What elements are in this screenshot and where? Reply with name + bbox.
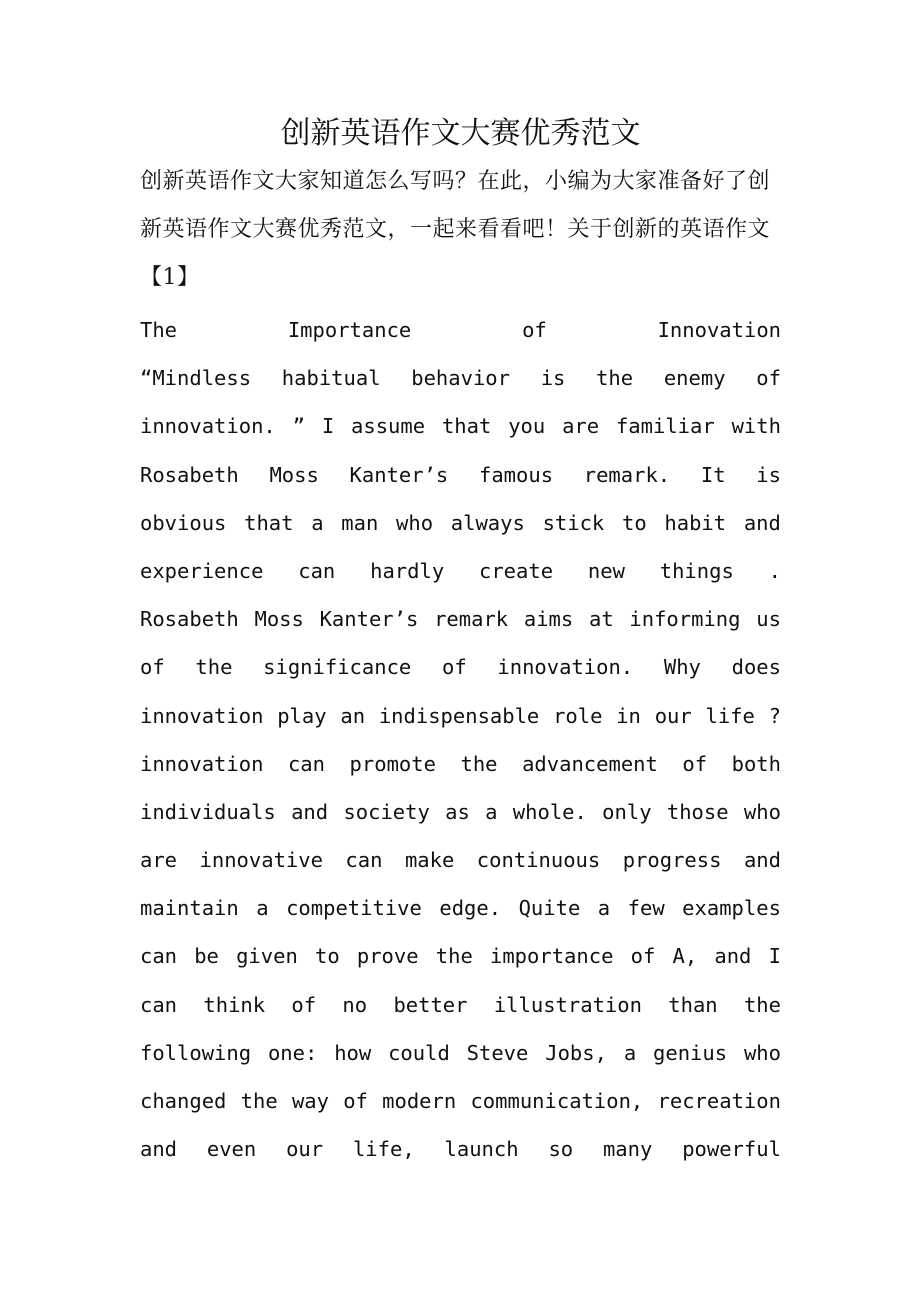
- essay-word: a: [311, 510, 324, 535]
- essay-word: familiar: [615, 414, 715, 439]
- essay-word: Quite: [518, 896, 581, 921]
- essay-word: can: [140, 992, 178, 1017]
- essay-word: better: [393, 992, 468, 1017]
- intro-paragraph: 创新英语作文大家知道怎么写吗？在此，小编为大家准备好了创新英语作文大赛优秀范文，一起来看看吧！关于创新的英语作文【1】: [140, 169, 771, 290]
- essay-word: a: [597, 896, 611, 921]
- essay-word: man: [341, 510, 379, 535]
- essay-word: can: [345, 848, 383, 873]
- essay-word: the: [435, 944, 473, 969]
- essay-word: play: [277, 703, 327, 728]
- essay-word: Why: [663, 655, 701, 680]
- essay-word: who: [743, 799, 781, 824]
- essay-word: promote: [349, 751, 436, 776]
- essay-line: [140, 1125, 781, 1173]
- essay-word: and: [743, 510, 781, 535]
- essay-word: the: [195, 655, 233, 680]
- essay-word: of: [343, 1089, 368, 1113]
- essay-word: does: [731, 655, 781, 680]
- essay-word: even: [206, 1137, 257, 1162]
- essay-word: a: [485, 799, 498, 824]
- essay-word: prove: [356, 944, 419, 969]
- essay-word: recreation: [657, 1089, 781, 1113]
- essay-word: than: [668, 992, 718, 1017]
- essay-word: illustration: [493, 992, 642, 1017]
- essay-word: maintain: [140, 896, 239, 921]
- essay-word: us: [756, 607, 781, 632]
- essay-word: ”: [292, 414, 305, 439]
- essay-body: [140, 306, 781, 1173]
- essay-word: given: [236, 944, 298, 969]
- essay-word: obvious: [140, 510, 227, 535]
- essay-word: that: [441, 414, 492, 439]
- essay-word: who: [396, 510, 434, 535]
- essay-word: innovative: [199, 848, 323, 873]
- essay-word: of: [291, 992, 317, 1017]
- essay-word: following: [140, 1040, 252, 1065]
- essay-word: how: [334, 1040, 372, 1065]
- essay-line: [140, 402, 781, 450]
- essay-word: a: [623, 1040, 637, 1065]
- essay-word: few: [627, 896, 665, 921]
- essay-word: innovation: [140, 751, 264, 776]
- essay-word: think: [203, 992, 266, 1017]
- essay-word: the: [240, 1089, 278, 1113]
- essay-word: advancement: [522, 751, 658, 776]
- essay-line: [140, 547, 781, 595]
- essay-word: Steve: [466, 1040, 529, 1065]
- essay-line: [140, 1029, 781, 1077]
- essay-line: [140, 740, 781, 788]
- essay-word: importance: [490, 944, 614, 969]
- essay-line: [140, 643, 781, 691]
- essay-word: an: [340, 703, 366, 728]
- essay-word: innovation.: [497, 655, 634, 680]
- essay-word: to: [622, 510, 647, 535]
- essay-word: so: [548, 1137, 574, 1162]
- essay-word: experience: [140, 558, 264, 583]
- essay-word: can: [298, 558, 336, 583]
- essay-word: Rosabeth: [140, 607, 239, 632]
- essay-word: as: [445, 799, 470, 824]
- essay-line: [140, 451, 781, 499]
- essay-word: launch: [444, 1137, 519, 1162]
- essay-word: you: [508, 414, 546, 439]
- essay-word: no: [342, 992, 368, 1017]
- essay-word: edge.: [439, 896, 502, 921]
- essay-word: Kanter’s: [319, 607, 419, 632]
- document-title: 创新英语作文大赛优秀范文: [280, 116, 641, 151]
- essay-word: and: [291, 799, 329, 824]
- essay-word: whole.: [512, 799, 587, 824]
- essay-word: is: [756, 462, 781, 487]
- essay-word: informing: [629, 607, 741, 632]
- essay-word: is: [540, 366, 566, 391]
- essay-word: competitive: [286, 896, 422, 921]
- essay-line: [140, 499, 781, 547]
- essay-word: Importance: [287, 318, 412, 342]
- essay-word: genius: [653, 1040, 728, 1065]
- essay-word: innovation.: [140, 414, 276, 439]
- essay-word: both: [731, 751, 781, 776]
- essay-word: stick: [542, 510, 605, 535]
- essay-word: modern: [382, 1089, 457, 1113]
- essay-word: Kanter’s: [349, 462, 449, 487]
- document-page: [140, 112, 781, 1173]
- essay-word: at: [588, 607, 614, 632]
- essay-word: who: [743, 1040, 781, 1065]
- essay-word: Moss: [269, 462, 319, 487]
- essay-word: habit: [664, 510, 727, 535]
- essay-word: new: [587, 558, 625, 583]
- essay-word: role: [553, 703, 603, 728]
- essay-word: communication,: [470, 1089, 644, 1113]
- essay-word: Jobs,: [545, 1040, 607, 1065]
- essay-word: remark.: [583, 462, 671, 487]
- essay-word: remark: [434, 607, 509, 632]
- essay-line: [140, 932, 781, 980]
- essay-word: ?: [768, 703, 781, 728]
- essay-word: create: [479, 558, 554, 583]
- essay-word: things: [659, 558, 734, 583]
- essay-word: are: [140, 848, 178, 873]
- essay-word: life,: [352, 1137, 415, 1162]
- essay-line: [140, 836, 781, 884]
- essay-word: society: [343, 799, 430, 824]
- essay-word: Moss: [254, 607, 304, 632]
- essay-word: changed: [140, 1089, 227, 1113]
- essay-word: make: [404, 848, 455, 873]
- essay-word: and: [140, 1137, 178, 1162]
- essay-word: with: [731, 414, 781, 439]
- essay-line: [140, 1077, 781, 1125]
- essay-line: [140, 884, 781, 932]
- essay-word: innovation: [140, 703, 264, 728]
- essay-word: indispensable: [378, 703, 540, 728]
- essay-word: individuals: [140, 799, 276, 824]
- essay-word: our: [286, 1137, 324, 1162]
- essay-word: life: [705, 703, 755, 728]
- essay-word: I: [321, 414, 335, 439]
- essay-word: significance: [263, 655, 412, 680]
- essay-word: always: [450, 510, 525, 535]
- essay-word: one:: [267, 1040, 318, 1065]
- essay-word: those: [666, 799, 729, 824]
- essay-word: only: [602, 799, 652, 824]
- essay-word: be: [194, 944, 219, 969]
- essay-word: way: [291, 1089, 329, 1113]
- essay-word: our: [654, 703, 692, 728]
- essay-line: [140, 692, 781, 740]
- essay-line: [140, 981, 781, 1029]
- essay-word: hardly: [370, 558, 445, 583]
- essay-word: a: [256, 896, 269, 921]
- essay-word: of: [441, 655, 467, 680]
- essay-word: of: [682, 751, 708, 776]
- essay-word: It: [700, 462, 726, 487]
- essay-word: Innovation: [657, 318, 781, 342]
- essay-word: Rosabeth: [140, 462, 239, 487]
- essay-word: to: [315, 944, 340, 969]
- essay-word: can: [287, 751, 325, 776]
- essay-word: A,: [672, 944, 698, 969]
- essay-word: the: [460, 751, 498, 776]
- essay-word: assume: [351, 414, 426, 439]
- essay-word: .: [768, 558, 781, 583]
- essay-word: behavior: [411, 366, 510, 391]
- essay-word: progress: [622, 848, 722, 873]
- essay-line: [140, 595, 781, 643]
- essay-word: I: [768, 944, 781, 969]
- essay-word: in: [616, 703, 641, 728]
- essay-word: many: [602, 1137, 653, 1162]
- essay-word: The: [140, 318, 178, 342]
- essay-word: the: [596, 366, 634, 391]
- essay-word: continuous: [476, 848, 601, 873]
- essay-word: of: [522, 318, 547, 342]
- essay-word: of: [630, 944, 656, 969]
- essay-word: are: [562, 414, 600, 439]
- essay-line: [140, 788, 781, 836]
- essay-word: “Mindless: [140, 366, 252, 391]
- essay-word: could: [388, 1040, 450, 1065]
- essay-word: examples: [682, 896, 781, 921]
- essay-word: famous: [478, 462, 554, 487]
- essay-word: of: [756, 366, 781, 391]
- essay-word: that: [244, 510, 294, 535]
- essay-word: the: [743, 992, 781, 1017]
- essay-word: enemy: [663, 366, 726, 391]
- essay-word: of: [140, 655, 165, 680]
- essay-line: [140, 354, 781, 402]
- essay-line: [140, 306, 781, 354]
- essay-word: aims: [523, 607, 574, 632]
- essay-word: and: [743, 848, 781, 873]
- essay-word: and: [714, 944, 752, 969]
- essay-word: can: [140, 944, 178, 969]
- essay-word: powerful: [682, 1137, 781, 1162]
- essay-word: habitual: [281, 366, 381, 391]
